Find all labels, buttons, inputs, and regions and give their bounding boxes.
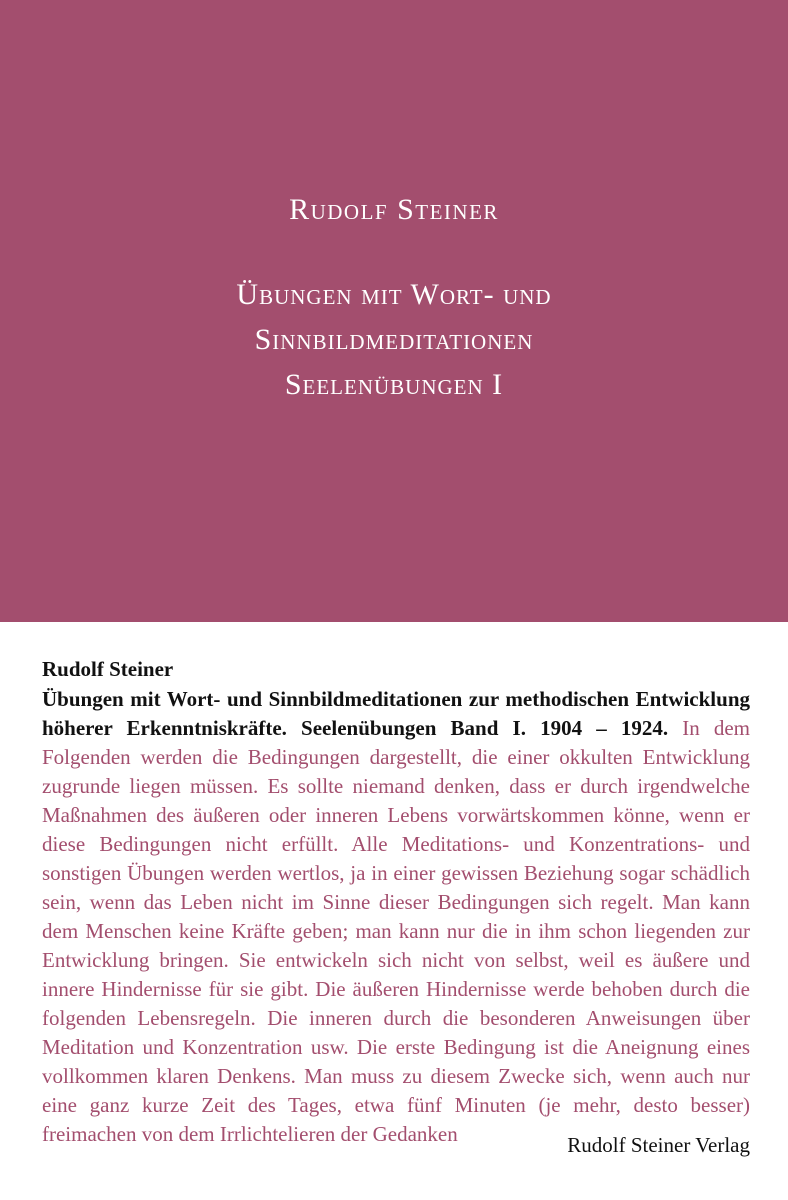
publisher-name: Rudolf Steiner Verlag <box>567 1133 750 1157</box>
cover-title <box>0 272 788 407</box>
cover-title-line-2: Sinnbildmeditationen <box>254 323 534 356</box>
cover-author: Rudolf Steiner <box>289 193 499 226</box>
cover-title-line-1: Übungen mit Wort- und <box>236 278 552 311</box>
blurb-paragraph <box>42 685 750 1149</box>
blurb-author: Rudolf Steiner <box>42 657 174 681</box>
blurb-text: In dem Folgenden werden die Bedingungen dargestellt, die einer okkulten Entwicklung zugrunde liegen müssen. Es sollte niemand denken, dass er durch irgendwelche Maßnahmen des äußeren oder inneren Lebens vorwärtskommen könne, wenn er diese Bedingungen nicht erfüllt. Alle Meditations- und Konzentrations- und sonstigen Übungen werden wertlos, ja in einer gewissen Beziehung sogar schädlich sein, wenn das Leben nicht im Sinne dieser Bedingungen sich regelt. Man kann dem Menschen keine Kräfte geben; man kann nur die in ihm schon liegenden zur Entwicklung bringen. Sie entwickeln sich nicht von selbst, weil es äußere und innere Hindernisse für sie gibt. Die äußeren Hindernisse werde behoben durch die folgenden Lebensregeln. Die inneren durch die besonderen Anweisungen über Meditation und Konzentration usw. Die erste Bedingung ist die Aneignung eines vollkommen klaren Denkens. Man muss zu diesem Zwecke sich, wenn auch nur eine ganz kurze Zeit des Tages, etwa fünf Minuten (je mehr, desto besser) freimachen von dem Irrlichtelieren der Gedanken <box>42 716 750 1146</box>
blurb-section <box>42 654 750 1194</box>
cover-title-line-3: Seelenübungen I <box>284 368 504 401</box>
blurb-title: Übungen mit Wort- und Sinnbildmeditationen zur methodischen Entwicklung höherer Erkenntniskräfte. Seelenübungen Band I. 1904 – 1924. <box>42 687 750 740</box>
